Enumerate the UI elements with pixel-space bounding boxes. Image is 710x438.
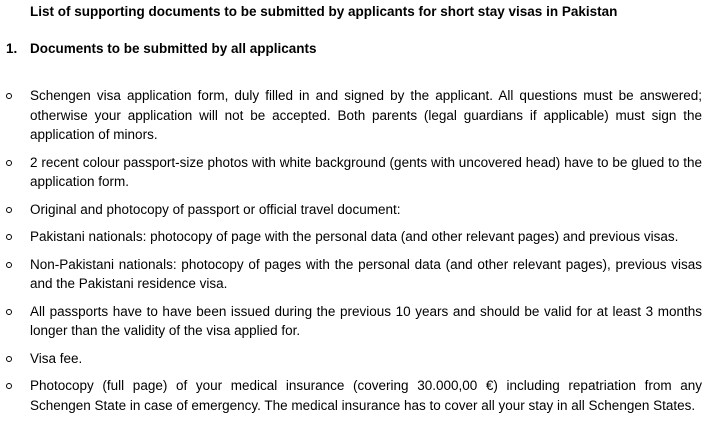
list-item [0,86,710,145]
section-number: 1. [6,41,18,56]
list-item [0,255,710,294]
section-heading [6,40,317,58]
list-item [0,153,710,192]
list-item-text: Schengen visa application form, duly filled in and signed by the applicant. All questions must be answered; otherwise your application will not be accepted. Both parents (legal guardians if applicable) must sign the application of minors. [30,88,702,142]
circle-bullet-icon [6,356,12,362]
list-item [0,302,710,341]
list-item-text: Non-Pakistani nationals: photocopy of pages with the personal data (and other relevant pages), previous visas and the Pakistani residence visa. [30,256,702,291]
list-item-text: 2 recent colour passport-size photos with white background (gents with uncovered head) have to be glued to the application form. [30,154,702,189]
circle-bullet-icon [6,160,12,166]
circle-bullet-icon [6,207,12,213]
list-item [0,227,710,247]
requirements-list [0,86,710,423]
list-item [0,200,710,220]
list-item-text: Photocopy (full page) of your medical insurance (covering 30.000,00 €) including repatriation from any Schengen State in case of emergency. The medical insurance has to cover all your stay in all Schengen States. [30,378,702,413]
circle-bullet-icon [6,234,12,240]
circle-bullet-icon [6,383,12,389]
list-item [0,376,710,415]
circle-bullet-icon [6,93,12,99]
section-heading-text: Documents to be submitted by all applicants [30,41,317,56]
circle-bullet-icon [6,309,12,315]
list-item-text: Visa fee. [30,350,83,366]
list-item-text: All passports have to have been issued during the previous 10 years and should be valid for at least 3 months longer than the validity of the visa applied for. [30,303,702,338]
list-item [0,349,710,369]
list-item-text: Pakistani nationals: photocopy of page with the personal data (and other relevant pages) and previous visas. [30,229,679,244]
page-title: List of supporting documents to be submitted by applicants for short stay visas in Pakistan [30,4,618,19]
list-item-text: Original and photocopy of passport or official travel document: [30,201,401,217]
circle-bullet-icon [6,262,12,268]
